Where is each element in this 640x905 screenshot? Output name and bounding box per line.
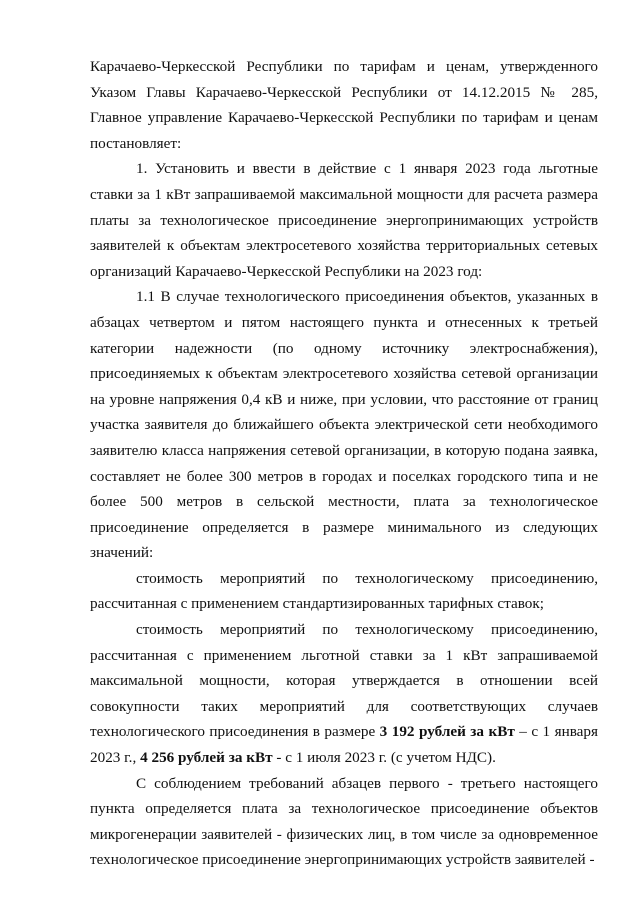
paragraph-intro: Карачаево-Черкесской Республики по тарифам и ценам, утвержденного Указом Главы Карачаево-Черкесской Республики от 14.12.2015 № 285, Главное управление Карачаево-Черкесской Республики по тарифам и ценам постановляет:: [90, 58, 598, 152]
paragraph-cost-preferential: [90, 617, 598, 771]
cost-preferential-after: - с 1 июля 2023 г. (с учетом НДС).: [272, 749, 496, 767]
rate-january: 3 192 рублей за кВт: [379, 723, 515, 741]
rate-july: 4 256 рублей за кВт: [140, 749, 273, 767]
paragraph-item-1: 1. Установить и ввести в действие с 1 января 2023 года льготные ставки за 1 кВт запрашиваемой максимальной мощности для расчета размера платы за технологическое присоединение энергопринимающих устройств заявителей к объектам электросетевого хозяйства территориальных сетевых организаций Карачаево-Черкесской Республики на 2023 год:: [90, 160, 598, 280]
cost-preferential-middle: – с 1 января 2023 г.,: [90, 723, 598, 767]
cost-preferential-text: стоимость мероприятий по технологическому присоединению, рассчитанная с применением льготной ставки за 1 кВт запрашиваемой максимальной мощности, которая утверждается в отношении всей совокупности таких мероприятий для соответствующих случаев технологического присоединения в размере: [90, 621, 598, 741]
paragraph-cost-standard: стоимость мероприятий по технологическому присоединению, рассчитанная с применением стандартизированных тарифных ставок;: [90, 569, 598, 613]
paragraph-item-1-1: 1.1 В случае технологического присоединения объектов, указанных в абзацах четвертом и пятом настоящего пункта и отнесенных к третьей категории надежности (по одному источнику электроснабжения), присоединяемых к объектам электросетевого хозяйства сетевой организации на уровне напряжения 0,4 кВ и ниже, при условии, что расстояние от границ участка заявителя до ближайшего объекта электрической сети необходимого заявителю класса напряжения сетевой организации, в которую подана заявка, составляет не более 300 метров в городах и поселках городского типа и не более 500 метров в сельской местности, плата за технологическое присоединение определяется в размере минимального из следующих значений:: [90, 288, 598, 562]
paragraph-final: С соблюдением требований абзацев первого - третьего настоящего пункта определяется плата за технологическое присоединение объектов микрогенерации заявителей - физических лиц, в том числе за одновременное технологическое присоединение энергопринимающих устройств заявителей -: [90, 774, 598, 869]
